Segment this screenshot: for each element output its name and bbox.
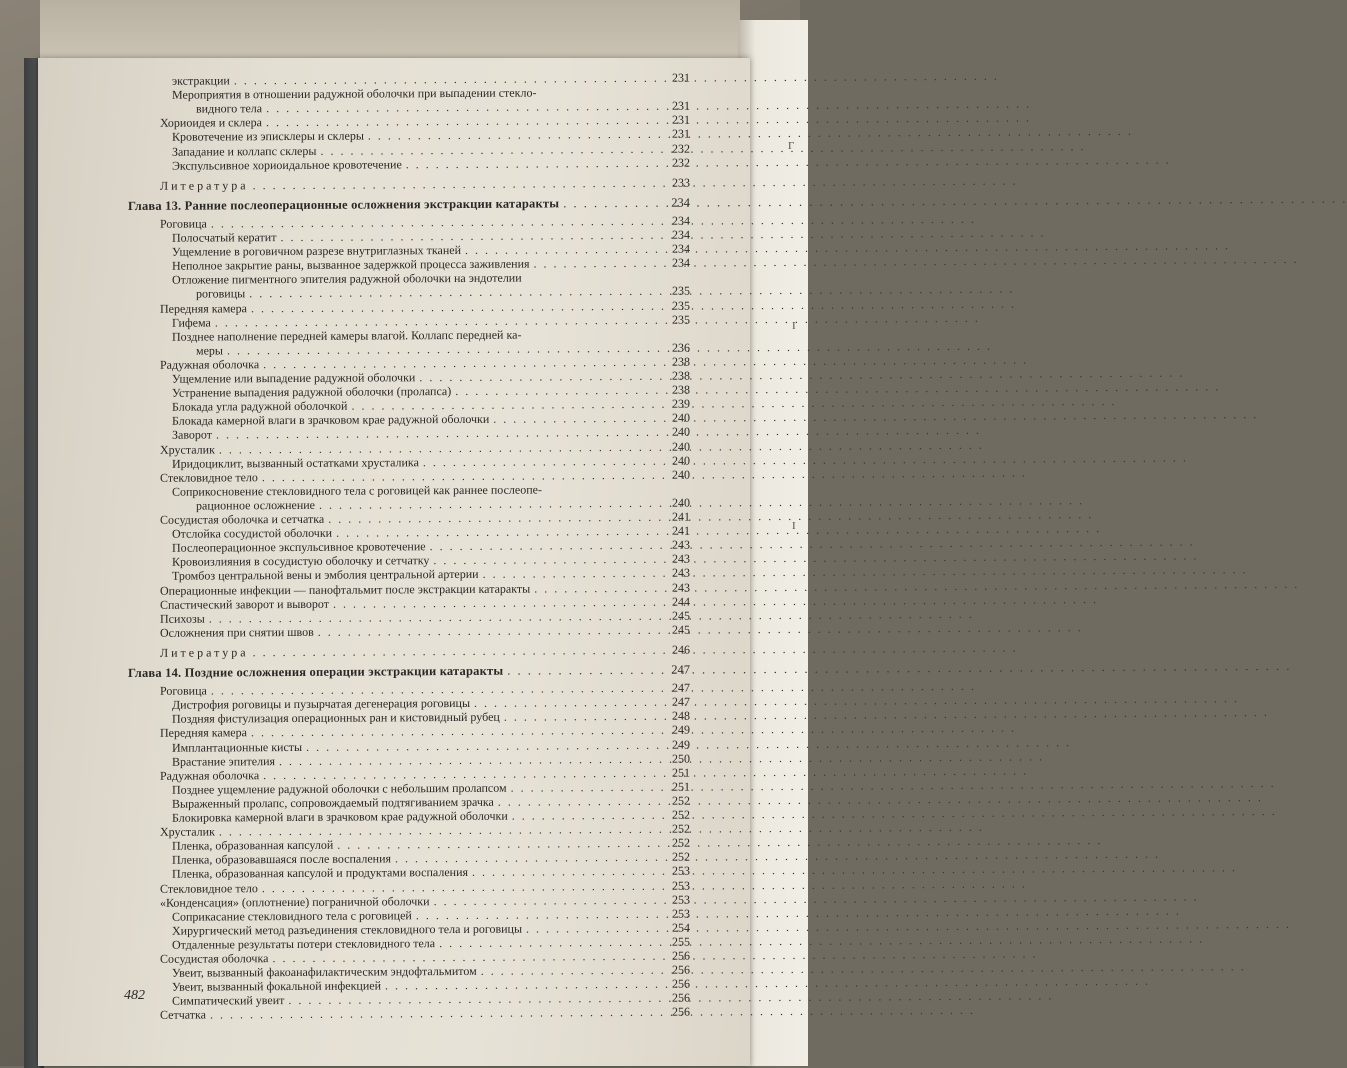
toc-page-number: 250 xyxy=(656,751,690,765)
dot-leader xyxy=(423,453,652,468)
toc-entry-title: Дистрофия роговицы и пузырчатая дегенерация роговицы xyxy=(172,696,470,712)
dot-leader xyxy=(481,963,652,978)
toc-page-number: 240 xyxy=(656,453,690,467)
toc-entry-title: Отслойка сосудистой оболочки xyxy=(172,526,332,541)
toc-entry-title: Врастание эпителия xyxy=(172,754,275,769)
toc-page-number: 256 xyxy=(656,977,690,991)
toc-page-number: 253 xyxy=(656,906,690,920)
dot-leader xyxy=(434,892,652,907)
toc-page-number: 234 xyxy=(656,242,690,256)
toc-page-number: 232 xyxy=(656,155,690,169)
toc-page-number: 231 xyxy=(656,99,690,113)
dot-leader xyxy=(507,663,652,678)
dot-leader xyxy=(210,1005,652,1022)
toc-page-number: 243 xyxy=(656,566,690,580)
toc-entry-title: Радужная оболочка xyxy=(160,768,259,783)
toc-entry-title: Блокада камерной влаги в зрачковом крае радужной оболочки xyxy=(172,412,489,428)
toc-page-number: 235 xyxy=(656,284,690,298)
toc-entry-title: Мероприятия в отношении радужной оболочки при выпадении стекло- xyxy=(172,86,536,102)
toc-page-number: 245 xyxy=(656,608,690,622)
toc-entry-title: Ущемление в роговичном разрезе внутриглазных тканей xyxy=(172,243,461,259)
toc-page-number: 251 xyxy=(656,765,690,779)
toc-entry-title: Устранение выпадения радужной оболочки (пролапса) xyxy=(172,384,451,400)
toc-page-number: 231 xyxy=(656,113,690,127)
toc-entry-title: Хрусталик xyxy=(160,825,215,839)
toc-entry-title: рационное осложнение xyxy=(196,498,315,513)
toc-entry-title: Иридоциклит, вызванный остатками хрусталика xyxy=(172,455,419,471)
toc-entry-title: Кровотечение из эписклеры и склеры xyxy=(172,129,364,144)
toc-page-number: 243 xyxy=(656,552,690,566)
toc-entry-title: Литература xyxy=(160,645,249,660)
toc-entry-title: Глава 13. Ранние послеоперационные осложнения экстракции катаракты xyxy=(128,196,559,213)
toc-page-number: 240 xyxy=(656,495,690,509)
toc-entry-title: Увеит, вызванный факоанафилактическим эндофтальмитом xyxy=(172,964,477,980)
page-top-edge xyxy=(40,0,740,60)
toc-entry-title: Психозы xyxy=(160,611,205,625)
toc-entry-title: Литература xyxy=(160,178,249,193)
toc-page-number: 240 xyxy=(656,425,690,439)
toc-page-number: 231 xyxy=(656,127,690,141)
toc-entry-title: Хрусталик xyxy=(160,442,215,456)
toc-entry-title: Сетчатка xyxy=(160,1008,206,1022)
toc-entry-title: Спастический заворот и выворот xyxy=(160,596,329,611)
dot-leader xyxy=(433,552,652,567)
toc-entry-title: Пленка, образованная капсулой xyxy=(172,838,333,853)
toc-entry-title: «Конденсация» (оплотнение) пограничной оболочки xyxy=(160,894,430,910)
toc-page-number: 256 xyxy=(656,949,690,963)
toc-entry-title: Кровоизлияния в сосудистую оболочку и сетчатку xyxy=(172,553,429,569)
toc-entry-title: Отдаленные результаты потери стекловидного тела xyxy=(172,936,435,952)
toc-entry-title: видного тела xyxy=(196,101,262,115)
dot-leader xyxy=(493,411,652,426)
toc-page-number: 247 xyxy=(656,681,690,695)
toc-page-number: 253 xyxy=(656,892,690,906)
toc-page-number: 243 xyxy=(656,580,690,594)
toc-entry-title: Поздняя фистулизация операционных ран и кистовидный рубец xyxy=(172,710,500,726)
toc-entry-title: Экспульсивное хориоидальное кровотечение xyxy=(172,157,402,172)
toc-page-number: 256 xyxy=(656,991,690,1005)
dot-leader xyxy=(498,794,652,809)
dot-leader xyxy=(430,538,652,553)
toc-entry-title: Роговица xyxy=(160,216,207,230)
toc-page-number: 252 xyxy=(656,808,690,822)
toc-page-number: 249 xyxy=(656,723,690,737)
toc-page-number: 235 xyxy=(656,298,690,312)
toc-page-number: 248 xyxy=(656,709,690,723)
page-number: 482 xyxy=(124,988,145,1004)
margin-mark: I xyxy=(792,520,796,532)
dot-leader xyxy=(511,780,652,795)
toc-entry-title: роговицы xyxy=(196,287,245,301)
toc-entry-title: Послеоперационное экспульсивное кровотечение xyxy=(172,539,426,555)
toc-entry-title: Сосудистая оболочка и сетчатка xyxy=(160,512,324,527)
margin-mark: Г xyxy=(788,140,794,152)
toc-page-number: 254 xyxy=(656,920,690,934)
toc-entry-title: Ущемление или выпадение радужной оболочки xyxy=(172,370,415,385)
toc-page-number: 244 xyxy=(656,594,690,608)
dot-leader xyxy=(465,242,652,257)
toc-entry-title: Симпатический увеит xyxy=(172,993,284,1008)
toc-page-number: 232 xyxy=(656,141,690,155)
toc-page-number: 234 xyxy=(656,228,690,242)
dot-leader xyxy=(253,643,652,659)
toc-page-number: 238 xyxy=(656,369,690,383)
toc-page-number: 243 xyxy=(656,538,690,552)
toc-entry-title: Заворот xyxy=(172,428,212,442)
toc-entry-title: Западание и коллапс склеры xyxy=(172,143,316,158)
dot-leader xyxy=(534,256,652,271)
toc-entry-title: экстракции xyxy=(172,73,230,87)
dot-leader xyxy=(474,695,652,710)
toc-entry-title: Увеит, вызванный фокальной инфекцией xyxy=(172,979,381,994)
toc-page-number: 245 xyxy=(656,622,690,636)
toc-entry-title: Позднее наполнение передней камеры влагой. Коллапс передней ка- xyxy=(172,327,521,343)
toc-page-number: 252 xyxy=(656,793,690,807)
toc-entry-title: меры xyxy=(196,343,223,357)
toc-entry-title: Неполное закрытие раны, вызванное задержкой процесса заживления xyxy=(172,257,530,273)
toc-entry-title: Блокировка камерной влаги в зрачковом крае радужной оболочки xyxy=(172,809,508,825)
toc-entry-title: Позднее ущемление радужной оболочки с небольшим пролапсом xyxy=(172,780,507,796)
toc-page-number: 247 xyxy=(656,695,690,709)
toc-entry-title: Сосудистая оболочка xyxy=(160,951,268,966)
toc-entry-title: Роговица xyxy=(160,684,207,698)
toc-page-number: 251 xyxy=(656,779,690,793)
toc-page-number: 235 xyxy=(656,312,690,326)
toc-page-number: 233 xyxy=(656,175,690,189)
dot-leader xyxy=(526,921,652,936)
margin-mark: I xyxy=(792,320,796,332)
dot-leader xyxy=(419,369,652,384)
toc-page-number: 241 xyxy=(656,510,690,524)
dot-leader xyxy=(253,175,652,191)
toc-entry-title: Радужная оболочка xyxy=(160,357,259,372)
toc-entry-title: Гифема xyxy=(172,315,211,329)
toc-entry-title: Пленка, образовавшаяся после воспаления xyxy=(172,852,391,867)
dot-leader xyxy=(512,808,652,823)
toc-entry-title: Соприкосновение стекловидного тела с роговицей как раннее послеопе- xyxy=(172,482,542,498)
toc-entry-title: Отложение пигментного эпителия радужной оболочки на эндотелии xyxy=(172,271,522,287)
toc-page-number: 236 xyxy=(656,340,690,354)
dot-leader xyxy=(395,850,652,866)
toc-page-number: 231 xyxy=(656,71,690,85)
toc-entry-title: Выраженный пролапс, сопровождаемый подтягиванием зрачка xyxy=(172,795,494,811)
toc-entry-title: Операционные инфекции — панофтальмит после экстракции катаракты xyxy=(160,581,530,597)
dot-leader xyxy=(416,906,652,921)
toc-page-number: 234 xyxy=(656,213,690,227)
toc-page-number: 252 xyxy=(656,836,690,850)
toc-page-number: 238 xyxy=(656,354,690,368)
dot-leader xyxy=(534,580,652,595)
toc-entry-title: Полосчатый кератит xyxy=(172,230,276,245)
toc-page-number: 249 xyxy=(656,737,690,751)
dot-leader xyxy=(504,709,652,724)
toc-entry-title: Хирургический метод разъединения стекловидного тела и роговицы xyxy=(172,921,522,937)
dot-leader xyxy=(385,977,652,993)
toc-entry-title: Передняя камера xyxy=(160,726,247,741)
toc-page-number: 247 xyxy=(656,663,690,677)
dot-leader xyxy=(455,383,652,398)
toc-page-number: 256 xyxy=(656,963,690,977)
toc-entry-title: Соприкасание стекловидного тела с роговицей xyxy=(172,908,412,923)
dot-leader xyxy=(406,155,652,171)
toc-page-number: 234 xyxy=(656,195,690,209)
toc-entry-title: Передняя камера xyxy=(160,301,247,316)
toc-page-number: 240 xyxy=(656,411,690,425)
toc-entry-title: Пленка, образованная капсулой и продуктами воспаления xyxy=(172,865,468,881)
toc-page-number: 238 xyxy=(656,383,690,397)
dot-leader xyxy=(472,864,652,879)
toc-page-number: 253 xyxy=(656,878,690,892)
toc-entry-title: Хориоидея и склера xyxy=(160,115,262,130)
toc-page-number: 253 xyxy=(656,864,690,878)
toc-page-number: 241 xyxy=(656,524,690,538)
dot-leader xyxy=(483,566,652,581)
toc-entry-title: Стекловидное тело xyxy=(160,470,258,485)
toc-page-number: 256 xyxy=(656,1005,690,1019)
toc-page-number: 240 xyxy=(656,467,690,481)
toc-entry-title: Стекловидное тело xyxy=(160,881,258,896)
toc-page-number: 252 xyxy=(656,822,690,836)
toc-page-number: 239 xyxy=(656,397,690,411)
dot-leader xyxy=(563,196,652,211)
dot-leader xyxy=(318,623,652,639)
toc-page-number: 246 xyxy=(656,642,690,656)
toc-entry-title: Тромбоз центральной вены и эмболия центральной артерии xyxy=(172,567,479,583)
toc-entry-title: Глава 14. Поздние осложнения операции экстракции катаракты xyxy=(128,664,503,680)
toc-page-number: 240 xyxy=(656,439,690,453)
toc-entry-title: Блокада угла радужной оболочкой xyxy=(172,399,347,414)
toc-page-number: 234 xyxy=(656,256,690,270)
toc-page-number: 255 xyxy=(656,934,690,948)
toc-entry-title: Имплантационные кисты xyxy=(172,739,302,754)
dot-leader xyxy=(439,935,652,950)
toc-entry-title: Осложнения при снятии швов xyxy=(160,625,314,640)
toc-page-number: 252 xyxy=(656,850,690,864)
